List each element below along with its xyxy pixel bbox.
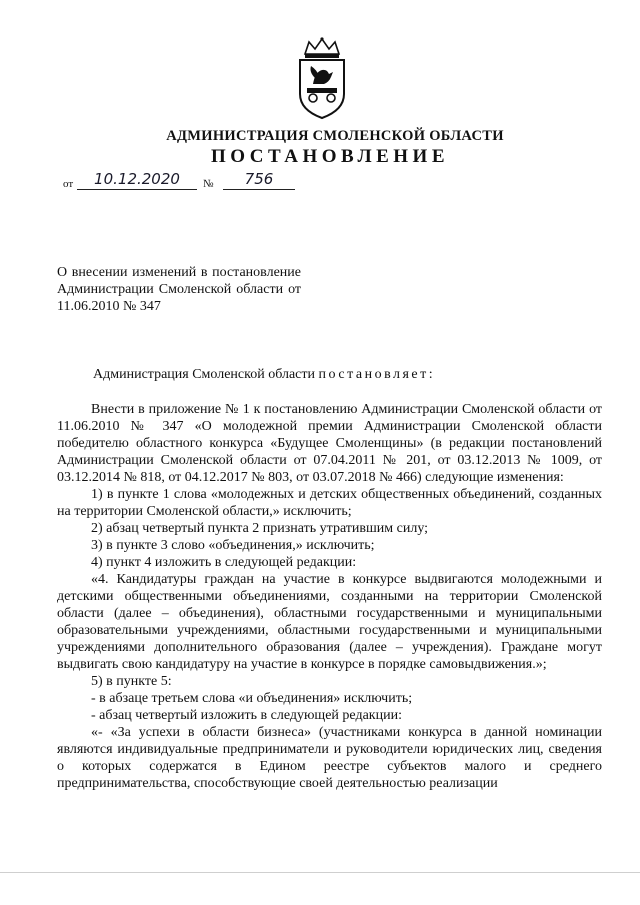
body-paragraph: 3) в пункте 3 слово «объединения,» исключить; [91, 538, 375, 553]
smolensk-coat-of-arms-icon [291, 36, 353, 122]
body-paragraph: «- «За успехи в области бизнеса» (участниками конкурса в данной номинации являются индивидуальные предприниматели и руководители юридических лиц, сведения о которых содержатся в Едином реестре субъектов малого и среднего предпринимательства, способствующие своей деятельностью реализации [57, 725, 602, 791]
page-bottom-edge [0, 872, 640, 873]
document-number: 756 [223, 170, 295, 190]
preamble-text: Администрация Смоленской области [93, 367, 316, 382]
document-type-title: ПОСТАНОВЛЕНИЕ [210, 146, 450, 167]
preamble-verb: постановляет: [318, 367, 436, 382]
preamble [93, 367, 435, 383]
body-paragraph: - в абзаце третьем слова «и объединения» исключить; [91, 691, 413, 706]
document-subject: О внесении изменений в постановление Администрации Смоленской области от 11.06.2010 № 347 [57, 265, 301, 314]
body-paragraph: 2) абзац четвертый пункта 2 признать утратившим силу; [91, 521, 429, 536]
body-paragraph: Внести в приложение № 1 к постановлению Администрации Смоленской области от 11.06.2010 № 347 «О молодежной премии Администрации Смоленской области победителю областного конкурса «Будущее Смоленщины» (в редакции постановлений Администрации Смоленской области от 07.04.2011 № 201, от 03.12.2013 № 1009, от 03.12.2014 № 818, от 04.12.2017 № 803, от 03.07.2018 № 466) следующие изменения: [57, 402, 602, 485]
date-number-line [63, 172, 323, 194]
body-paragraph: «4. Кандидатуры граждан на участие в конкурсе выдвигаются молодежными и детскими общественными объединениями, созданными на территории Смоленской области (далее – объединения), областными государственными и муниципальными образовательными учреждениями, областными государственными и муниципальными учреждениями дополнительного образования (далее – учреждения). Граждане могут выдвигать свою кандидатуру на участие в конкурсе в порядке самовыдвижения.»; [57, 572, 602, 672]
document-body [57, 401, 602, 792]
body-paragraph: 5) в пункте 5: [91, 674, 172, 689]
number-prefix: № [203, 178, 214, 190]
document-date: 10.12.2020 [77, 170, 197, 190]
date-prefix: от [63, 178, 74, 190]
body-paragraph: 1) в пункте 1 слова «молодежных и детских общественных объединений, созданных на территории Смоленской области,» исключить; [57, 487, 602, 519]
body-paragraph: 4) пункт 4 изложить в следующей редакции: [91, 555, 357, 570]
body-paragraph: - абзац четвертый изложить в следующей редакции: [91, 708, 402, 723]
organization-title: АДМИНИСТРАЦИЯ СМОЛЕНСКОЙ ОБЛАСТИ [166, 128, 504, 144]
